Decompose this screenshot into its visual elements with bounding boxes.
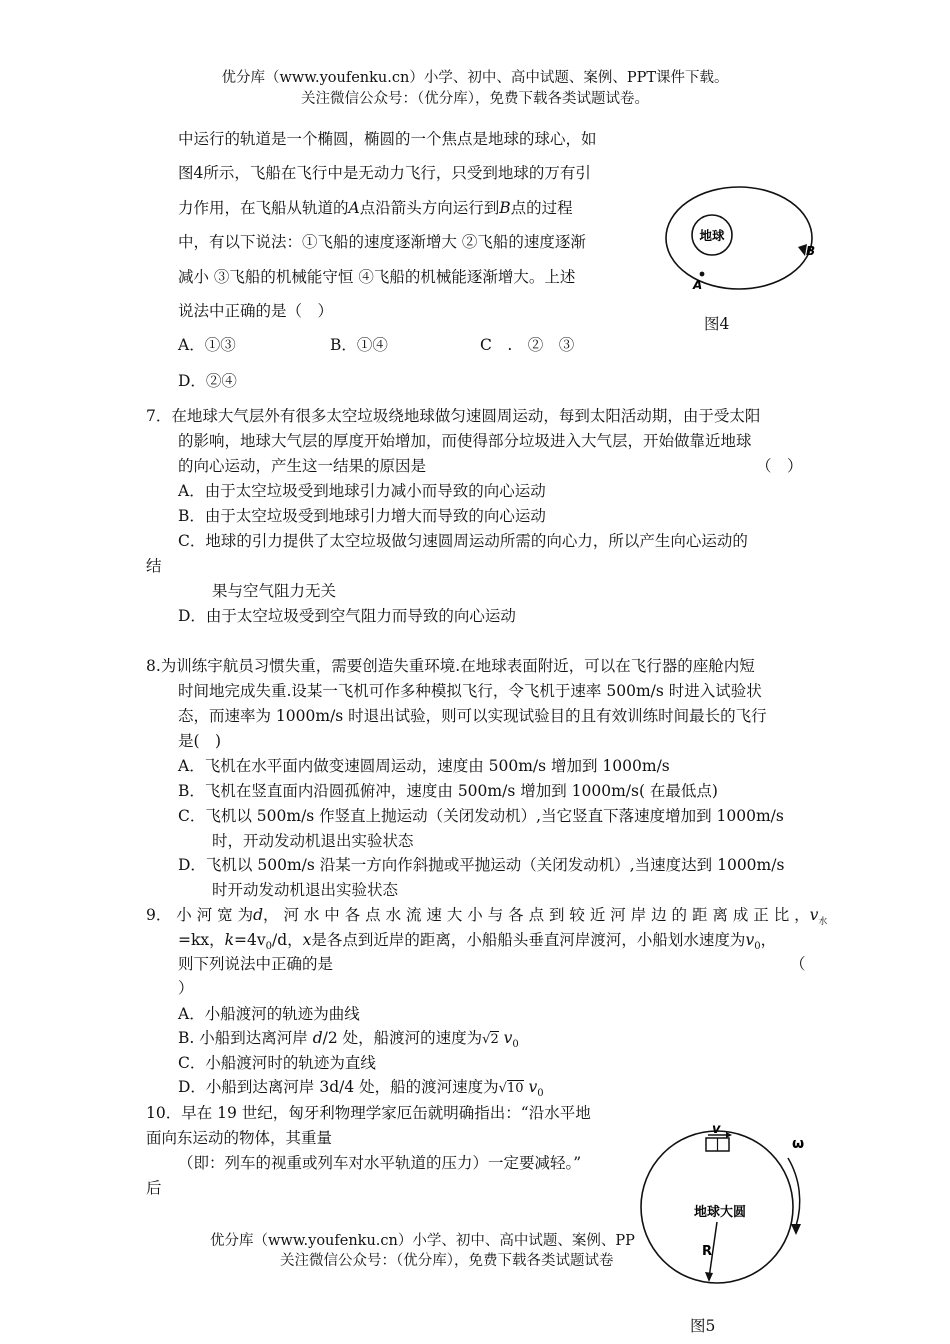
q8-line-3: 态，而速率为 1000m/s 时退出试验，则可以实现试验目的且有效训练时间最长的飞行 [178, 707, 767, 725]
q8-option-c-cont: 时，开动发动机退出实验状态 [212, 832, 414, 850]
q7-option-c-wrap: 结 [146, 557, 162, 575]
q7-option-b: B．由于太空垃圾受到地球引力增大而导致的向心运动 [178, 507, 546, 525]
radius-label: R [702, 1244, 713, 1259]
q9-line-1: 9． 小 河 宽 为d， 河 水 中 各 点 水 流 速 大 小 与 各 点 到 较 近 河 岸 边 的 距 离 成 正 比 ，$v_水$ [146, 906, 828, 928]
velocity-label: v [712, 1122, 721, 1137]
q10-line-3: （即：列车的视重或列车对水平轨道的压力）一定要减轻。” [178, 1154, 582, 1172]
q7-answer-bracket: （ ） [756, 457, 803, 475]
earth-label: 地球 [699, 228, 725, 243]
q8-option-a: A．飞机在水平面内做变速圆周运动，速度由 500m/s 增加到 1000m/s [178, 757, 670, 775]
q6-line-6: 说法中正确的是（ ） [178, 302, 334, 320]
q9-option-a: A．小船渡河的轨迹为曲线 [178, 1005, 360, 1023]
q8-line-1: 8.为训练宇航员习惯失重，需要创造失重环境.在地球表面附近，可以在飞行器的座舱内短 [146, 657, 755, 675]
q8-option-d-cont: 时开动发动机退出实验状态 [212, 881, 399, 899]
circle-label: 地球大圆 [693, 1205, 747, 1220]
q7-line-1: 7．在地球大气层外有很多太空垃圾绕地球做匀速圆周运动，每到太阳活动期，由于受太阳 [146, 407, 761, 425]
q9-line-3: 则下列说法中正确的是 [178, 955, 334, 973]
q8-option-b: B．飞机在竖直面内沿圆孤俯冲，速度由 500m/s 增加到 1000m/s( 在最低点) [178, 782, 718, 800]
q9-option-b: B. 小船到达离河岸 d/2 处，船渡河的速度为√2 $v_0$ [178, 1029, 519, 1051]
q6-option-a: A．①③ [178, 336, 236, 354]
q6-line-5: 减小 ③飞船的机械能守恒 ④飞船的机械能逐渐增大。上述 [178, 268, 576, 286]
point-a-dot [700, 272, 705, 277]
q10-line-2: 面向东运动的物体，其重量 [146, 1129, 333, 1147]
q9-bracket-close: ） [178, 979, 194, 997]
q6-line-4: 中，有以下说法：①飞船的速度逐渐增大 ②飞船的速度逐渐 [178, 233, 586, 251]
q6-line-1: 中运行的轨道是一个椭圆，椭圆的一个焦点是地球的球心，如 [178, 130, 597, 148]
q9-bracket-open: （ [790, 955, 806, 973]
figure-5-caption: 图5 [690, 1317, 716, 1335]
figure-5-earth [640, 1118, 815, 1290]
q8-option-c: C．飞机以 500m/s 作竖直上抛运动（关闭发动机）,当它竖直下落速度增加到 1000m/s [178, 807, 784, 825]
q7-line-3: 的向心运动，产生这一结果的原因是 [178, 457, 427, 475]
q8-option-d: D．飞机以 500m/s 沿某一方向作斜抛或平抛运动（关闭发动机）,当速度达到 1000m/s [178, 856, 785, 874]
header-line-2: 关注微信公众号：（优分库），免费下载各类试题试卷。 [301, 91, 649, 107]
figure-4-caption: 图4 [704, 315, 730, 333]
q7-option-d: D．由于太空垃圾受到空气阻力而导致的向心运动 [178, 607, 516, 625]
q8-line-4: 是( ) [178, 732, 222, 750]
point-a-label: A [693, 278, 703, 292]
q9-option-c: C．小船渡河时的轨迹为直线 [178, 1054, 376, 1072]
omega-label: ω [792, 1136, 805, 1152]
footer-line-2: 关注微信公众号：（优分库），免费下载各类试题试卷 [280, 1253, 614, 1269]
header-line-1: 优分库（www.youfenku.cn）小学、初中、高中试题、案例、PPT课件下载。 [221, 70, 729, 86]
q6-line-2: 图4所示，飞船在飞行中是无动力飞行，只受到地球的万有引 [178, 164, 591, 182]
point-b-label: B [806, 244, 816, 258]
q6-option-b: B．①④ [330, 336, 388, 354]
rotation-arrowhead [791, 1224, 801, 1235]
figure-4-orbit [655, 178, 830, 296]
q10-line-4: 后 [146, 1179, 162, 1197]
q6-option-d: D．②④ [178, 372, 237, 390]
q6-line-3: 力作用，在飞船从轨道的A点沿箭头方向运行到B点的过程 [178, 199, 573, 217]
q8-line-2: 时间地完成失重.设某一飞机可作多种模拟飞行，令飞机于速率 500m/s 时进入试验状 [178, 682, 762, 700]
q7-line-2: 的影响，地球大气层的厚度开始增加，而使得部分垃圾进入大气层，开始做靠近地球 [178, 432, 752, 450]
q10-line-1: 10．早在 19 世纪，匈牙利物理学家厄缶就明确指出：“沿水平地 [146, 1104, 591, 1122]
q7-option-c-cont: 果与空气阻力无关 [212, 582, 337, 600]
footer-line-1: 优分库（www.youfenku.cn）小学、初中、高中试题、案例、PP [210, 1233, 635, 1249]
q7-option-a: A．由于太空垃圾受到地球引力减小而导致的向心运动 [178, 482, 546, 500]
q9-option-d: D．小船到达离河岸 3d/4 处，船的渡河速度为√10 $v_0$ [178, 1078, 544, 1100]
q6-option-c: C . ② ③ [480, 336, 575, 354]
q9-line-2: =kx，$k=4v_0/d$，x是各点到近岸的距离，小船船头垂直河岸渡河，小船划水速度为$v_0$， [178, 931, 777, 953]
q7-option-c: C．地球的引力提供了太空垃圾做匀速圆周运动所需的向心力，所以产生向心运动的 [178, 532, 748, 550]
orbit-ellipse [666, 187, 812, 289]
